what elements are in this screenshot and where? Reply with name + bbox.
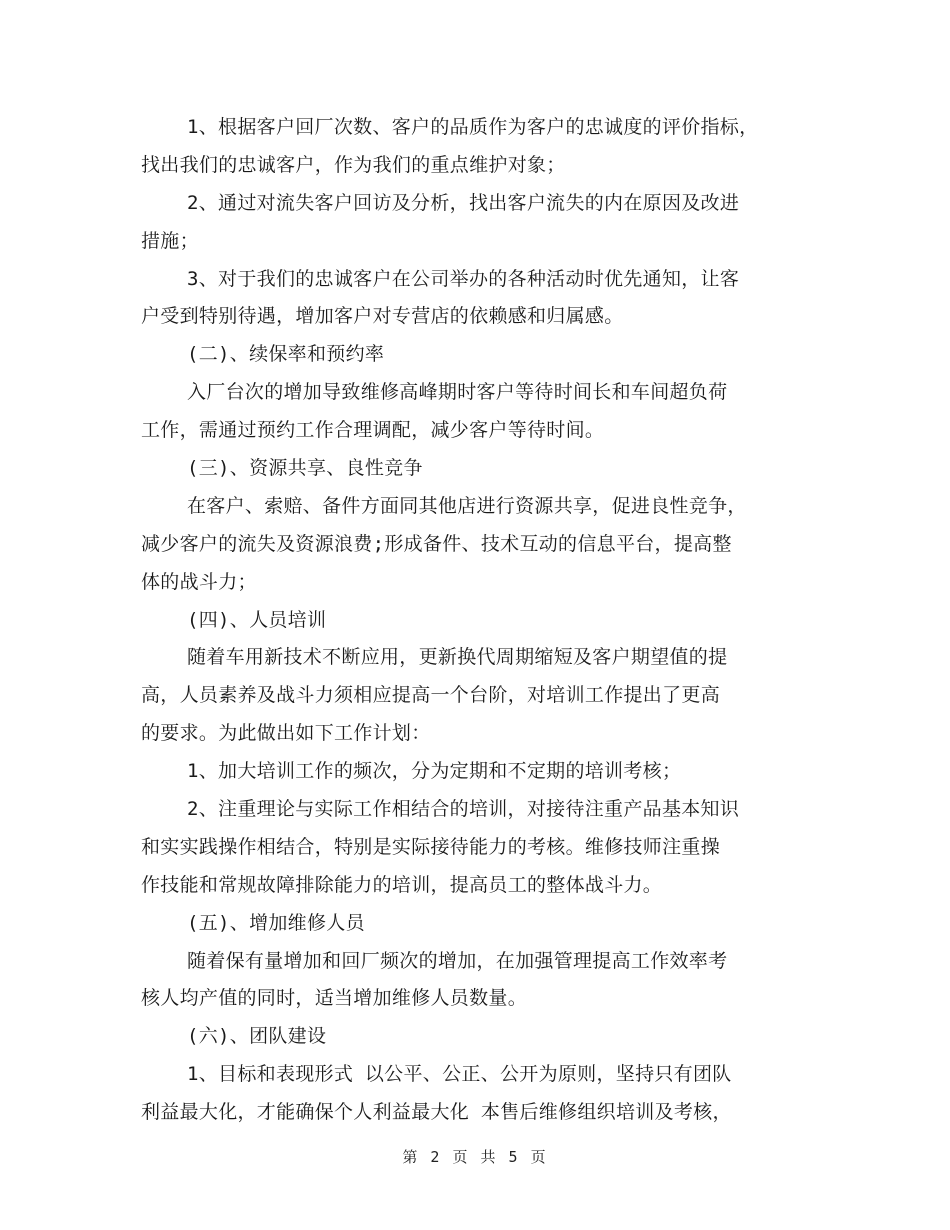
- text-line: (五)、增加维修人员: [187, 911, 365, 934]
- text-line: (六)、团队建设: [187, 1025, 327, 1048]
- text-line: 措施；: [141, 229, 199, 252]
- text-line: 在客户、索赔、备件方面同其他店进行资源共享，促进良性竞争，: [187, 494, 747, 517]
- text-line: 和实实践操作相结合，特别是实际接待能力的考核。维修技师注重操: [141, 835, 721, 858]
- text-line: 找出我们的忠诚客户，作为我们的重点维护对象；: [141, 153, 566, 176]
- text-line: 户受到特别待遇，增加客户对专营店的依赖感和归属感。: [141, 305, 624, 328]
- text-line: 工作，需通过预约工作合理调配，减少客户等待时间。: [141, 419, 605, 442]
- text-line: (三)、资源共享、良性竞争: [187, 457, 423, 480]
- text-line: 核人均产值的同时，适当增加维修人员数量。: [141, 987, 528, 1010]
- text-line: (四)、人员培训: [187, 608, 327, 631]
- text-line: 1、根据客户回厂次数、客户的品质作为客户的忠诚度的评价指标，: [187, 116, 759, 138]
- text-line: 入厂台次的增加导致维修高峰期时客户等待时间长和车间超负荷: [187, 381, 728, 404]
- page-footer: 第 2 页 共 5 页: [402, 1148, 548, 1166]
- text-line: 2、通过对流失客户回访及分析，找出客户流失的内在原因及改进: [187, 191, 740, 214]
- text-line: 3、对于我们的忠诚客户在公司举办的各种活动时优先通知，让客: [187, 267, 740, 290]
- text-line: 随着车用新技术不断应用，更新换代周期缩短及客户期望值的提: [187, 646, 728, 669]
- text-line: 1、目标和表现形式 以公平、公正、公开为原则，坚持只有团队: [187, 1063, 732, 1086]
- text-line: 减少客户的流失及资源浪费;形成备件、技术互动的信息平台，提高整: [141, 532, 732, 555]
- text-line: 体的战斗力；: [141, 570, 257, 593]
- text-line: 1、加大培训工作的频次，分为定期和不定期的培训考核；: [187, 760, 682, 783]
- text-line: 2、注重理论与实际工作相结合的培训，对接待注重产品基本知识: [187, 798, 740, 821]
- text-line: 作技能和常规故障排除能力的培训，提高员工的整体战斗力。: [141, 873, 663, 896]
- text-line: 随着保有量增加和回厂频次的增加，在加强管理提高工作效率考: [187, 949, 728, 972]
- document-body: [141, 109, 821, 1132]
- text-line: (二)、续保率和预约率: [187, 343, 385, 366]
- text-line: 高，人员素养及战斗力须相应提高一个台阶，对培训工作提出了更高: [141, 684, 721, 707]
- text-line: 的要求。为此做出如下工作计划：: [141, 722, 431, 745]
- text-line: 利益最大化，才能确保个人利益最大化 本售后维修组织培训及考核，: [141, 1101, 732, 1124]
